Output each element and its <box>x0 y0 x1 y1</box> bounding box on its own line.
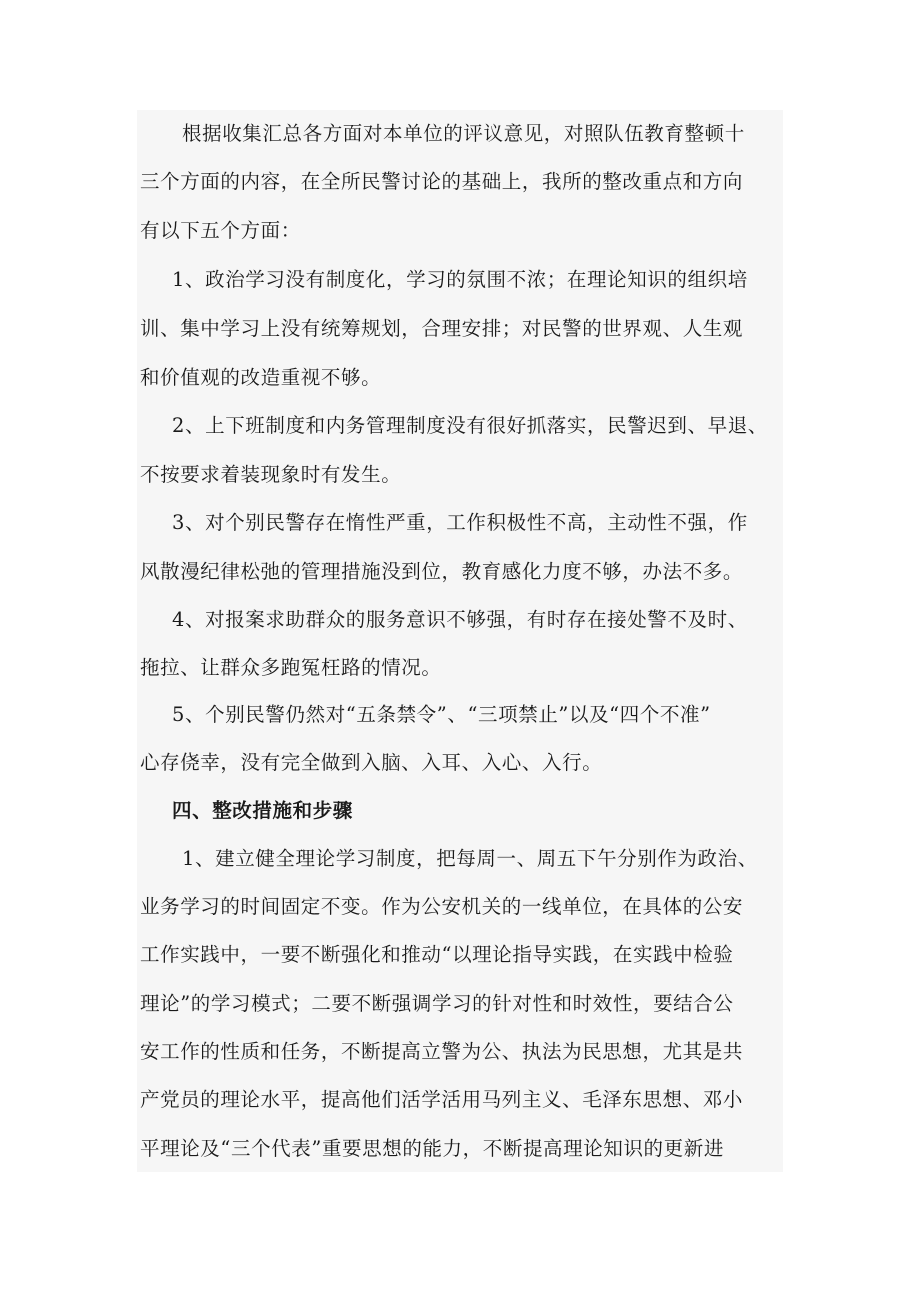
issue-2-line: 2、上下班制度和内务管理制度没有很好抓落实，民警迟到、早退、 <box>172 414 768 437</box>
issue-2-line: 不按要求着装现象时有发生。 <box>140 463 402 486</box>
issue-4-line: 拖拉、让群众多跑冤枉路的情况。 <box>140 656 442 679</box>
measure-1-line: 安工作的性质和任务，不断提高立警为公、执法为民思想，尤其是共 <box>140 1040 744 1063</box>
issue-1-line: 1、政治学习没有制度化，学习的氛围不浓；在理论知识的组织培 <box>172 268 748 291</box>
measure-1-line: 理论”的学习模式；二要不断强调学习的针对性和时效性，要结合公 <box>140 992 734 1015</box>
paragraph-intro-line: 根据收集汇总各方面对本单位的评议意见，对照队伍教育整顿十 <box>182 122 745 145</box>
paragraph-intro-line: 有以下五个方面： <box>140 219 301 242</box>
measure-1-line: 1、建立健全理论学习制度，把每周一、周五下午分别作为政治、 <box>182 847 758 870</box>
issue-4-line: 4、对报案求助群众的服务意识不够强，有时存在接处警不及时、 <box>172 608 748 631</box>
measure-1-line: 产党员的理论水平，提高他们活学活用马列主义、毛泽东思想、邓小 <box>140 1088 744 1111</box>
issue-1-line: 和价值观的改造重视不够。 <box>140 366 382 389</box>
issue-3-line: 风散漫纪律松弛的管理措施没到位，教育感化力度不够，办法不多。 <box>140 560 744 583</box>
measure-1-line: 工作实践中，一要不断强化和推动“以理论指导实践，在实践中检验 <box>140 943 734 966</box>
measure-1-line: 平理论及“三个代表”重要思想的能力，不断提高理论知识的更新进 <box>140 1137 724 1160</box>
section-heading: 四、整改措施和步骤 <box>172 799 353 822</box>
issue-3-line: 3、对个别民警存在惰性严重，工作积极性不高，主动性不强，作 <box>172 511 748 534</box>
issue-5-line: 5、个别民警仍然对“五条禁令”、“三项禁止”以及“四个不准” <box>172 703 711 726</box>
measure-1-line: 业务学习的时间固定不变。作为公安机关的一线单位，在具体的公安 <box>140 895 744 918</box>
paragraph-intro-line: 三个方面的内容，在全所民警讨论的基础上，我所的整改重点和方向 <box>140 170 744 193</box>
issue-5-line: 心存侥幸，没有完全做到入脑、入耳、入心、入行。 <box>140 751 603 774</box>
issue-1-line: 训、集中学习上没有统筹规划，合理安排；对民警的世界观、人生观 <box>140 317 744 340</box>
